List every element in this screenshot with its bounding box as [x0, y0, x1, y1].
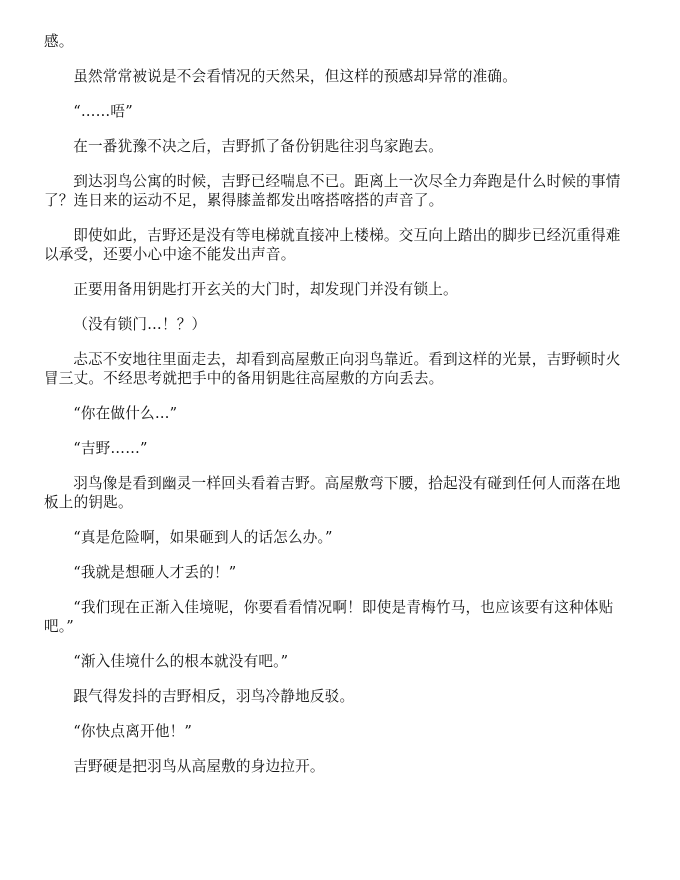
paragraph: 虽然常常被说是不会看情况的天然呆，但这样的预感却异常的准确。 — [73, 68, 518, 85]
paragraph: 到达羽鸟公寓的时候，吉野已经喘息不已。距离上一次尽全力奔跑是什么时候的事情了？连日来的运动不足，累得膝盖都发出喀搭喀搭的声音了。 — [44, 173, 621, 209]
paragraph: “渐入佳境什么的根本就没有吧。” — [73, 653, 289, 670]
paragraph: “……唔” — [73, 103, 133, 120]
paragraph: 忐忑不安地往里面走去，却看到高屋敷正向羽鸟靠近。看到这样的光景，吉野顿时火冒三丈。不经思考就把手中的备用钥匙往高屋敷的方向丢去。 — [44, 351, 621, 387]
paragraph: 感。 — [44, 33, 74, 50]
paragraph: 羽鸟像是看到幽灵一样回头看着吉野。高屋敷弯下腰，拾起没有碰到任何人而落在地板上的钥匙。 — [44, 475, 621, 511]
paragraph: 吉野硬是把羽鸟从高屋敷的身边拉开。 — [73, 758, 325, 775]
document-page — [44, 32, 632, 792]
paragraph: “我就是想砸人才丢的！” — [73, 564, 237, 581]
paragraph: “真是危险啊，如果砸到人的话怎么办。” — [73, 529, 333, 546]
paragraph: 跟气得发抖的吉野相反，羽鸟冷静地反驳。 — [73, 688, 355, 705]
paragraph: “我们现在正渐入佳境呢，你要看看情况啊！即使是青梅竹马，也应该要有这种体贴吧。” — [44, 599, 614, 635]
paragraph: 即使如此，吉野还是没有等电梯就直接冲上楼梯。交互向上踏出的脚步已经沉重得难以承受，还要小心中途不能发出声音。 — [44, 227, 621, 263]
paragraph: 正要用备用钥匙打开玄关的大门时，却发现门并没有锁上。 — [73, 281, 458, 298]
paragraph: “吉野……” — [73, 440, 148, 457]
paragraph: （没有锁门…！？） — [73, 316, 207, 333]
paragraph: “你在做什么…” — [73, 405, 178, 422]
paragraph: “你快点离开他！” — [73, 723, 193, 740]
paragraph: 在一番犹豫不决之后，吉野抓了备份钥匙往羽鸟家跑去。 — [73, 138, 444, 155]
